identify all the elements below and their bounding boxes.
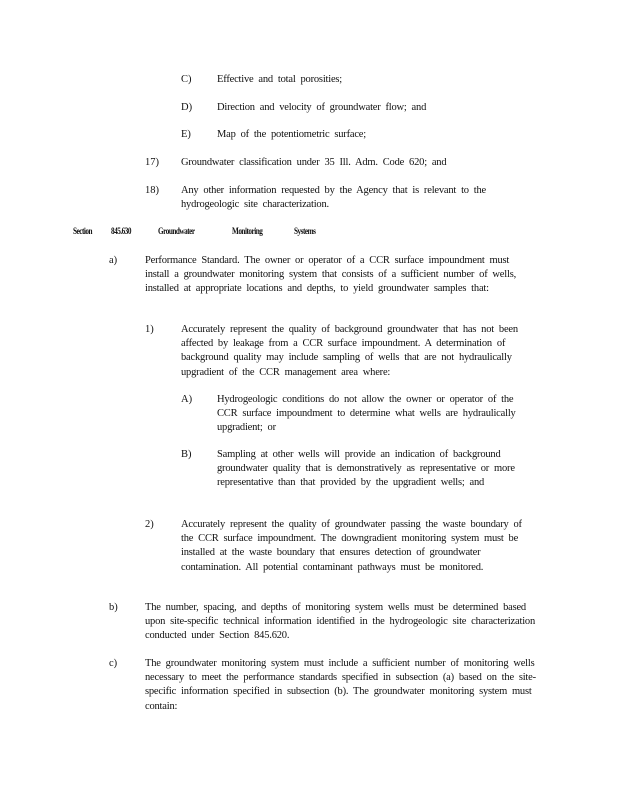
item-18-marker: 18) <box>145 185 159 196</box>
item-c-text: Effective and total porosities; <box>217 74 343 85</box>
item-d-text: Direction and velocity of groundwater flow; and <box>217 102 427 113</box>
subsection-a-marker: a) <box>109 255 118 266</box>
item-a2-text: Accurately represent the quality of groundwater passing the waste boundary of the CCR surface impoundment. The downgradient monitoring system must be installed at the waste boundary that ensures detection of groundwater contamination. All potential contaminant pathways must be monitored. <box>181 519 522 573</box>
item-e-marker: E) <box>181 129 191 140</box>
item-a1a-marker: A) <box>181 394 193 405</box>
section-label: Section <box>73 226 93 236</box>
item-a1-text: Accurately represent the quality of background groundwater that has not been affected by leakage from a CCR surface impoundment. A determination of background quality may include sampling of wells that are not hydraulically upgradient of the CCR management area where: <box>181 324 518 378</box>
item-e-text: Map of the potentiometric surface; <box>217 129 366 140</box>
section-title-word-3: Systems <box>294 226 316 236</box>
item-a1-marker: 1) <box>145 324 154 335</box>
subsection-c-text: The groundwater monitoring system must include a sufficient number of monitoring wells necessary to meet the performance standards specified in subsection (a) based on the site-specific information specified in subsection (b). The groundwater monitoring system must contain: <box>145 658 536 712</box>
subsection-b-marker: b) <box>109 602 118 613</box>
item-c-marker: C) <box>181 74 192 85</box>
item-a1a-text: Hydrogeologic conditions do not allow the owner or operator of the CCR surface impoundment to determine what wells are hydraulically upgradient; or <box>217 394 516 434</box>
item-a1b-marker: B) <box>181 449 192 460</box>
item-18-text: Any other information requested by the Agency that is relevant to the hydrogeologic site characterization. <box>181 185 486 211</box>
item-a2-marker: 2) <box>145 519 154 530</box>
item-d-marker: D) <box>181 102 193 113</box>
subsection-a-text: Performance Standard. The owner or operator of a CCR surface impoundment must install a groundwater monitoring system that consists of a sufficient number of wells, installed at appropriate locations and depths, to yield groundwater samples that: <box>145 255 516 295</box>
section-number: 845.630 <box>111 226 132 236</box>
section-title-word-2: Monitoring <box>232 226 263 236</box>
subsection-b-text: The number, spacing, and depths of monitoring system wells must be determined based upon site-specific technical information identified in the hydrogeologic site characterization conducted under Section 845.620. <box>145 602 536 642</box>
item-17-marker: 17) <box>145 157 159 168</box>
subsection-c-marker: c) <box>109 658 118 669</box>
item-17-text: Groundwater classification under 35 Ill. Adm. Code 620; and <box>181 157 447 168</box>
section-title-word-1: Groundwater <box>158 226 195 236</box>
item-a1b-text: Sampling at other wells will provide an indication of background groundwater quality that is demonstratively as representative or more representative than that provided by the upgradient wells; and <box>217 449 515 489</box>
